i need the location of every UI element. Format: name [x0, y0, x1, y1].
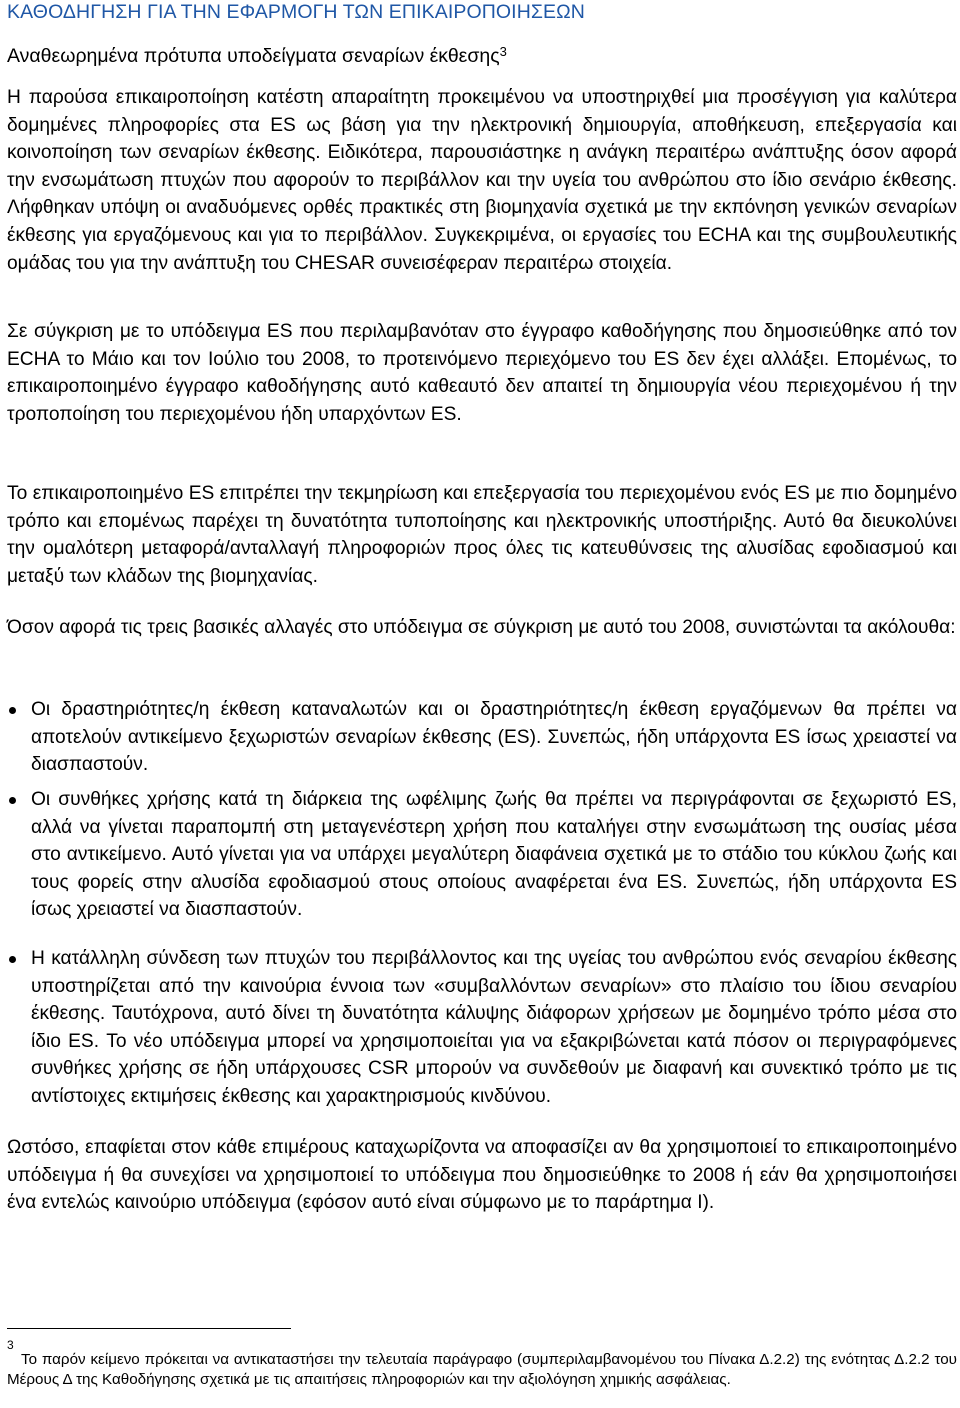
bullet-icon: [9, 956, 16, 963]
list-item: [0, 945, 957, 1111]
bullet-icon: [9, 707, 16, 714]
page-title: ΚΑΘΟΔΗΓΗΣΗ ΓΙΑ ΤΗΝ ΕΦΑΡΜΟΓΗ ΤΩΝ ΕΠΙΚΑΙΡΟΠΟΙΗΣΕΩΝ: [7, 1, 585, 23]
bullet-icon: [9, 797, 16, 804]
footnote-mark: 3: [7, 1338, 14, 1352]
paragraph-2: Σε σύγκριση με το υπόδειγμα ES που περιλαμβανόταν στο έγγραφο καθοδήγησης που δημοσιεύθηκε από τον ECHA το Μάιο και τον Ιούλιο του 2008, το προτεινόμενο περιεχόμενο του ES δεν έχει αλλάξει. Επομένως, το επικαιροποιημένο έγγραφο καθοδήγησης αυτό καθεαυτό δεν απαιτεί τη δημιουργία νέου περιεχομένου ή την τροποποίηση του περιεχομένου ήδη υπαρχόντων ES.: [7, 321, 957, 425]
list-item: [0, 696, 957, 779]
list-item-text: Οι συνθήκες χρήσης κατά τη διάρκεια της ωφέλιμης ζωής θα πρέπει να περιγράφονται σε ξεχωριστό ES, αλλά να γίνεται παραπομπή στη μεταγενέστερη χρήση που καταλήγει στην ενσωμάτωση της ουσίας μέσα στο αντικείμενο. Αυτό γίνεται για να υπάρχει μεγαλύτερη διαφάνεια σχετικά με το στάδιο του κύκλου ζωής και τους φορείς στην αλυσίδα εφοδιασμού στους οποίους αναφέρεται ένα ES. Συνεπώς, ήδη υπάρχοντα ES ίσως χρειαστεί να διασπαστούν.: [31, 789, 957, 921]
paragraph-3: Το επικαιροποιημένο ES επιτρέπει την τεκμηρίωση και επεξεργασία του περιεχομένου ενός ES με πιο δομημένο τρόπο και επομένως παρέχει τη δυνατότητα τυποποίησης και ηλεκτρονικής υποστήριξης. Αυτό θα διευκολύνει την ομαλότερη μεταφορά/ανταλλαγή πληροφοριών προς όλες τις κατευθύνσεις της αλυσίδας εφοδιασμού και μεταξύ των κλάδων της βιομηχανίας.: [7, 483, 957, 587]
closing-paragraph: Ωστόσο, επαφίεται στον κάθε επιμέρους καταχωρίζοντα να αποφασίζει αν θα χρησιμοποιεί το επικαιροποιημένο υπόδειγμα ή θα συνεχίσει να χρησιμοποιεί το υπόδειγμα που δημοσιεύθηκε το 2008 ή εάν θα χρησιμοποιήσει ένα εντελώς καινούριο υπόδειγμα (εφόσον αυτό είναι σύμφωνο με το παράρτημα I).: [7, 1137, 957, 1214]
list-item: [0, 786, 957, 924]
footnote-ref: 3: [499, 44, 507, 59]
list-item-text: Οι δραστηριότητες/η έκθεση καταναλωτών και οι δραστηριότητες/η έκθεση εργαζόμενων θα πρέπει να αποτελούν αντικείμενο ξεχωριστών σεναρίων έκθεσης (ES). Συνεπώς, ήδη υπάρχοντα ES ίσως χρειαστεί να διασπαστούν.: [31, 699, 957, 776]
paragraph-4: Όσον αφορά τις τρεις βασικές αλλαγές στο υπόδειγμα σε σύγκριση με αυτό του 2008, συνιστώνται τα ακόλουθα:: [7, 617, 956, 638]
footnote-divider: [7, 1328, 291, 1329]
section-subtitle: [7, 44, 507, 68]
list-item-text: Η κατάλληλη σύνδεση των πτυχών του περιβάλλοντος και της υγείας του ανθρώπου ενός σεναρίου έκθεσης υποστηρίζεται από την καινούρια έννοια των «συμβαλλόντων σεναρίων» στο πλαίσιο του ίδιου σεναρίου έκθεσης. Ταυτόχρονα, αυτό δίνει τη δυνατότητα κάλυψης διάφορων χρήσεων με δομημένο τρόπο μέσα στο ίδιο ES. Το νέο υπόδειγμα μπορεί να χρησιμοποιείται για να εξακριβώνεται κατά πόσον οι περιγραφόμενες συνθήκες χρήσης σε ήδη υπάρχουσες CSR μπορούν να συνδεθούν με διαφανή και συνεκτικό τρόπο με τις αντίστοιχες εκτιμήσεις έκθεσης και χαρακτηρισμούς κινδύνου.: [31, 948, 957, 1107]
footnote-text: Το παρόν κείμενο πρόκειται να αντικαταστήσει την τελευταία παράγραφο (συμπεριλαμβανομένου του Πίνακα Δ.2.2) της ενότητας Δ.2.2 του Μέρους Δ της Καθοδήγησης σχετικά με τις απαιτήσεις πληροφοριών και την αξιολόγηση χημικής ασφάλειας.: [7, 1351, 957, 1388]
subtitle-text: Αναθεωρημένα πρότυπα υποδείγματα σεναρίων έκθεσης: [7, 45, 500, 67]
paragraph-1: Η παρούσα επικαιροποίηση κατέστη απαραίτητη προκειμένου να υποστηριχθεί μια προσέγγιση για καλύτερα δομημένες πληροφορίες στα ES ως βάση για την ηλεκτρονική δημιουργία, αποθήκευση, επεξεργασία και κοινοποίηση των σεναρίων έκθεσης. Ειδικότερα, παρουσιάστηκε η ανάγκη περαιτέρω ανάπτυξης όσον αφορά την ενσωμάτωση πτυχών που αφορούν το περιβάλλον και την υγεία του ανθρώπου στο ίδιο σενάριο έκθεσης. Λήφθηκαν υπόψη οι αναδυόμενες ορθές πρακτικές στη βιομηχανία σχετικά με την εκπόνηση γενικών σεναρίων έκθεσης για εργαζόμενους και για το περιβάλλον. Συγκεκριμένα, οι εργασίες του ECHA και της συμβουλευτικής ομάδας του για την ανάπτυξη του CHESAR συνεισέφεραν περαιτέρω στοιχεία.: [7, 87, 957, 274]
